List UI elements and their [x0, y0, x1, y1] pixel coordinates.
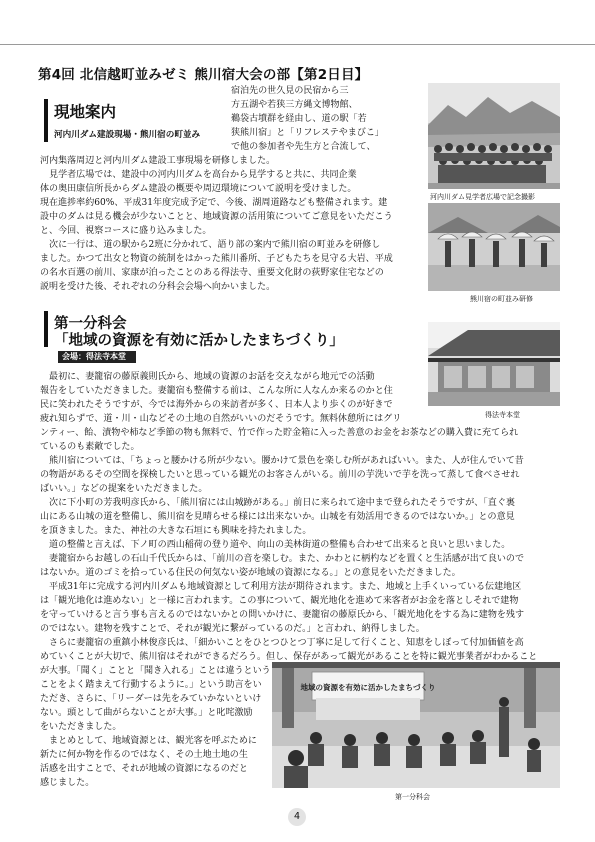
body-line: 現在進捗率約60%、平成31年度完成予定で、今後、湖周道路なども整備されます。建	[40, 198, 388, 208]
body-line: めていくことが大切で、熊川宿はそれができるだろう。但し、保存があって観光があることを特に観光事業者がわかること	[40, 652, 538, 662]
body-line: 民に笑われたそうですが、今では海外からの来訪者が多く、日本人より歩くのが好きで	[40, 400, 393, 410]
body-line: を頂きました。また、神社の大きな石垣にも興味を持たれました。	[40, 526, 312, 536]
body-line: の物語があるその空間を探検したいと思っている観光のお客さんがいる。前川の芋洗いで芋を洗って蒸して食べさせれ	[40, 470, 520, 480]
body-line: 平成31年に完成する河内川ダムも地域資源として利用方法が期待されます。また、地域と上手くいっている伝建地区	[40, 582, 522, 592]
body-line: 河内集落周辺と河内川ダム建設工事現場を研修しました。	[40, 156, 276, 166]
section-heading: 現地案内	[54, 103, 117, 121]
body-line: 熊川宿については、「ちょっと腰かける所が少ない。腰かけて景色を楽しむ所があればいい。また、人が住んでいて昔	[40, 456, 524, 466]
body-line: を守っていけると言う事も言えるのではないかとの問いかけに、妻籠宿の藤原氏から、「観光地化をする為に建物を残す	[40, 610, 525, 620]
body-line: が大事。「聞く」ことと「聞き入れる」ことは違うという	[40, 666, 271, 676]
body-line: をいただきました。	[40, 722, 122, 732]
body-line: のではない。建物を残すことで、それが観光に繋がっているのだ。」と言われ、納得しました。	[40, 624, 425, 634]
body-line: は「観光地化は進めない」と一様に言われます。この事について、観光地化を進めて来客者がお金を落としそれで建物	[40, 596, 519, 606]
body-line: 感じました。	[40, 778, 95, 788]
body-line: 道の整備と言えば、下ノ町の西山稲荷の登り道や、向山の美林街道の整備も合わせて出来ると良いと思いました。	[40, 540, 511, 550]
townscape-tour-photo	[428, 203, 560, 291]
photo-caption: 熊川宿の町並み研修	[470, 295, 533, 303]
body-line: ただき、さらに、「リーダーは先をみていかないといけ	[40, 694, 262, 704]
body-line: 山にある山城の道を整備し、熊川宿を見晴らせる様には出来ないか。山城を有効活用できるのではないか。」との意見	[40, 512, 515, 522]
top-rule	[0, 44, 595, 45]
body-line: はないか。道のゴミを拾っている住民の何気ない姿が地域の資源になる。」との意見をいただきました。	[40, 568, 461, 578]
body-line: 説明を受けた後、それぞれの分科会会場へ向かいました。	[40, 282, 276, 292]
body-line: 報告をしていただきました。妻籠宿も整備する前は、こんな所に人なんか来るのかと住	[40, 386, 393, 396]
body-line: 狭熊川宿」と「リフレステやまびこ」	[231, 128, 384, 138]
body-line: の名水百選の前川、家康が泊ったことのある得法寺、重要文化財の荻野家住宅などの	[40, 268, 384, 278]
body-line: ことをよく踏まえて行動するように。」という助言をい	[40, 680, 262, 690]
section-heading: 第一分科会	[54, 316, 127, 332]
body-line: ました。かつて出女と物資の統制をはかった熊川番所、子どもたちを見守る大岩、平成	[40, 254, 393, 264]
body-line: 方五湖や若狭三方縄文博物館、	[231, 100, 358, 110]
photo-caption: 河内川ダム見学者広場で記念撮影	[430, 193, 535, 201]
body-line: で他の参加者や先生方と合流して、	[231, 142, 376, 152]
photo-caption: 第一分科会	[395, 793, 430, 801]
body-line: 新たに何か物を作るのではなく、その土地土地の生	[40, 750, 248, 760]
body-line: ンティー、飴、漬物や柿など季節の物も無料で、竹で作った貯金箱に入った善意のお金をお茶などの購入費に充てられ	[40, 428, 519, 438]
body-line: まとめとして、地域資源とは、観光客を呼ぶために	[40, 736, 257, 746]
section-heading-theme: 「地域の資源を有効に活かしたまちづくり」	[54, 333, 344, 349]
body-line: と、今回、視察コースに盛り込みました。	[40, 226, 212, 236]
body-line: 設中のダムは見る機会が少ないことと、地域資源の活用策についてご意見をいただこう	[40, 212, 393, 222]
page-number: 4	[288, 808, 306, 826]
body-line: ない。頭として曲がらないことが大事。」と叱咤激励	[40, 708, 253, 718]
session-banner: 地域の資源を有効に活かしたまちづくり	[300, 683, 436, 692]
body-line: さらに妻籠宿の重鎮小林俊彦氏は、「細かいことをひとつひとつ丁寧に足して行くこと、知恵をしぼって付加価値を高	[40, 638, 524, 648]
body-line: 活感を出すことで、それが地域の資源になるのだと	[40, 764, 248, 774]
body-line: 最初に、妻籠宿の藤原義則氏から、地域の資源のお話を交えながら地元での活動	[40, 372, 375, 382]
body-line: ているのも素敵でした。	[40, 442, 140, 452]
page-title: 第4回 北信越町並みゼミ 熊川宿大会の部【第2日目】	[38, 67, 369, 83]
body-line: 宿泊先の世久見の民宿から三	[231, 86, 349, 96]
body-line: ばいい。」などの提案をいただきました。	[40, 484, 208, 494]
temple-photo	[428, 322, 560, 406]
body-line: 妻籠宿からお越しの石山千代氏からは、「前川の音を楽しむ。また、かわとに柄杓などを置くと生活感が出て良いので	[40, 554, 525, 564]
body-line: 見学者広場では、建設中の河内川ダムを高台から見学すると共に、共同企業	[40, 170, 357, 180]
subcommittee-photo	[272, 662, 560, 788]
body-line: 鵜袋古墳群を経由し、道の駅「若	[231, 114, 367, 124]
body-line: 次に下小町の芳我明彦氏から、「熊川宿には山城跡がある。」前日に来られて途中まで登られたそうですが、「直ぐ裏	[40, 498, 515, 508]
body-line: 体の奥田康信所長からダム建設の概要や周辺環境について説明を受けました。	[40, 184, 357, 194]
section-subheading: 河内川ダム建設現場・熊川宿の町並み	[54, 130, 201, 140]
photo-caption: 得法寺本堂	[485, 411, 520, 419]
venue-label: 会場：得法寺本堂	[58, 351, 136, 363]
body-line: 疲れ知らずで、道・川・山などその土地の自然がいいのだそうです。無料休憩所にはグリ	[40, 414, 402, 424]
section-accent-bar	[44, 311, 48, 347]
section-accent-bar	[44, 99, 48, 142]
group-photo-dam	[428, 83, 560, 189]
body-line: 次に一行は、道の駅から2班に分かれて、語り部の案内で熊川宿の町並みを研修し	[40, 240, 381, 250]
